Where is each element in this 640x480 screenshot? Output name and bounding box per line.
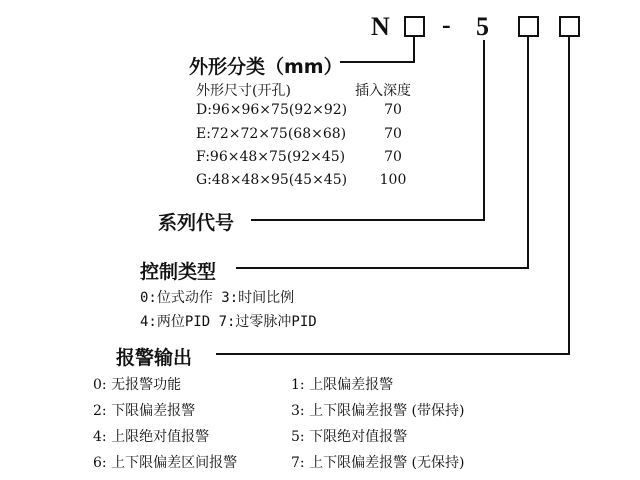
outline-size-header: 外形尺寸(开孔) <box>196 83 291 99</box>
alarm-item: 0: 无报警功能 <box>93 377 182 393</box>
alarm-item: 6: 上下限偏差区间报警 <box>93 455 238 471</box>
outline-depth-header: 插入深度 <box>355 83 411 99</box>
alarm-item: 5: 下限绝对值报警 <box>291 429 408 445</box>
alarm-item: 3: 上下限偏差报警 (带保持) <box>291 403 465 419</box>
outline-row-depth: 70 <box>384 126 402 142</box>
alarm-item: 7: 上下限偏差报警 (无保持) <box>291 455 465 471</box>
outline-row-size: D:96×96×75(92×92) <box>196 102 348 118</box>
code-separator: - <box>442 10 451 39</box>
alarm-item: 4: 上限绝对值报警 <box>93 429 210 445</box>
code-prefix: N <box>371 12 390 41</box>
outline-row-size: E:72×72×75(68×68) <box>196 126 347 142</box>
code-box-alarm <box>560 17 579 36</box>
outline-row-depth: 70 <box>384 102 402 118</box>
outline-row <box>196 149 418 165</box>
code-box-control <box>519 17 538 36</box>
outline-row <box>196 172 418 188</box>
code-box-outline <box>405 17 424 36</box>
outline-row-size: F:96×48×75(92×45) <box>196 149 346 165</box>
control-line-1: 0:位式动作 3:时间比例 <box>140 290 295 306</box>
outline-row-depth: 70 <box>384 149 402 165</box>
code-series-digit: 5 <box>476 12 489 41</box>
control-line-2: 4:两位PID 7:过零脉冲PID <box>140 314 317 330</box>
outline-row-size: G:48×48×95(45×45) <box>196 172 348 188</box>
outline-row <box>196 102 418 118</box>
alarm-item: 1: 上限偏差报警 <box>291 377 394 393</box>
outline-row <box>196 126 418 142</box>
outline-row-depth: 100 <box>379 172 407 188</box>
alarm-title: 报警输出 <box>116 347 193 369</box>
outline-title: 外形分类（mm） <box>189 56 343 78</box>
series-title: 系列代号 <box>158 212 235 234</box>
control-title: 控制类型 <box>140 261 217 283</box>
alarm-item: 2: 下限偏差报警 <box>93 403 196 419</box>
